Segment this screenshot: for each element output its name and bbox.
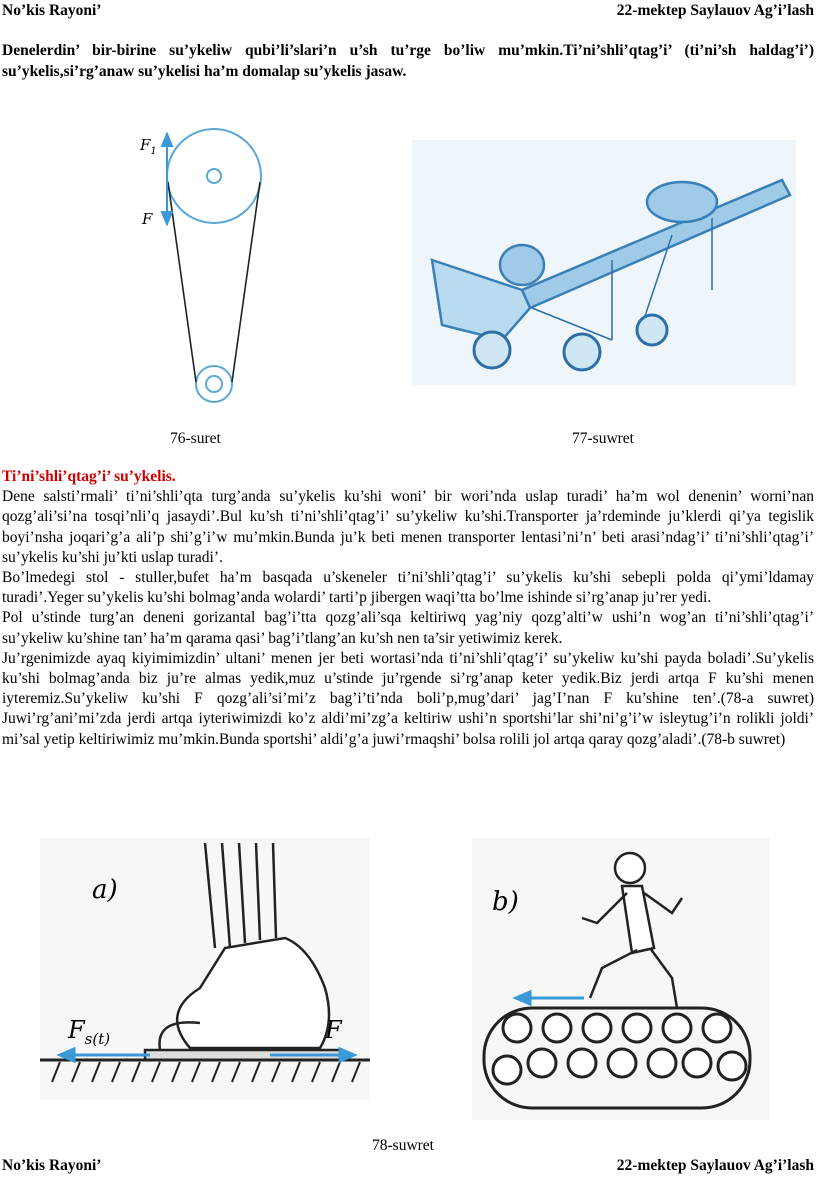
label-fst: $F_{s(t)}$	[68, 1016, 111, 1048]
section-title: Ti’ni’shli’qtag’i’ su’ykelis.	[2, 468, 176, 485]
frame-strut-1	[532, 308, 612, 340]
footer-right-text: 22-mektep Saylauov Ag’i’lash	[616, 1157, 814, 1174]
runner-back-arm	[582, 893, 627, 923]
sock-stripe-5	[273, 843, 276, 938]
wheel-front	[474, 332, 510, 368]
label-f1: $F_1$	[140, 136, 157, 157]
label-a: a)	[92, 875, 118, 905]
runner-back-leg	[590, 950, 637, 998]
label-f-right: F	[325, 1016, 342, 1044]
load-sack-left	[500, 245, 544, 285]
runner-head	[615, 853, 645, 883]
page-header	[2, 2, 814, 24]
header-right-text: 22-mektep Saylauov Ag’i’lash	[616, 2, 814, 19]
caption-78: 78-suwret	[372, 1137, 434, 1154]
upper-pulley-axle	[207, 169, 221, 183]
runner-drawing	[472, 838, 770, 1120]
arrow-f1-head	[162, 134, 172, 146]
sock-stripe-3	[239, 843, 245, 943]
sock-stripe-4	[256, 843, 260, 940]
arrow-f-head	[162, 212, 172, 224]
caption-77: 77-suwret	[572, 430, 634, 447]
label-f: F	[142, 210, 153, 228]
pulley-diagram	[128, 120, 278, 410]
sock-stripe-2	[222, 843, 230, 948]
figure-78a-shoe	[40, 838, 370, 1100]
load-sack-top	[647, 182, 717, 222]
lower-pulley-wheel	[196, 366, 232, 402]
caption-76: 76-suret	[170, 430, 221, 447]
figure-76-pulley	[128, 120, 278, 410]
section-body	[2, 467, 814, 750]
label-b: b)	[492, 887, 519, 917]
wheel-middle	[564, 334, 600, 370]
runner-front-arm	[644, 893, 682, 913]
footer-left-text: No’kis Rayoni’	[2, 1157, 102, 1174]
shoe-drawing	[40, 838, 370, 1100]
sock-stripe-1	[205, 843, 215, 948]
paragraph-4: Ju’rgenimizde ayaq kiyimimizdin’ ultani’ menen jer beti wortasi’nda ti’ni’shli’qtag’i’ su’ykeliw ku’shi payda boladi’.Su’ykelis ku’shi bolmag’anda biz ju’re almas yedik,muz u’stinde ju’rgende si’rg’anap keter yedik.Biz jerdi artqa F ku’shi menen iyteremiz.Su’ykeliw ku’shi F qozg’ali’si’mi’z bag’i’ti’nda boli’p,mug’dari’ jag’I’nan F ku’shine ten’.(78-a suwret) Juwi’rg’ani’mi’zda jerdi artqa iyteriwimizdi ko’z aldi’mi’zg’a keltiriw ushi’n sportshi’lar shi’ni’g’i’w isleytug’i’n rolikli joldi’ mi’sal yetip keltiriwimiz mu’mkin.Bunda sportshi’ aldi’g’a juwi’rmaqshi’ bolsa rolili jol artqa qaray qozg’aladi’.(78-b suwret)	[2, 649, 814, 748]
figure-77-conveyor	[412, 140, 796, 385]
header-left-text: No’kis Rayoni’	[2, 2, 102, 19]
paragraph-3: Pol u’stinde turg’an deneni gorizantal bag’i’tta qozg’ali’sqa keltiriwq yag’niy qozg’alti’w ushi’n wog’an ti’ni’shli’qtag’i’ su’ykeliw ku’shine tan’ ha’m qarama qasi’ bag’i’tlang’an ku’sh nen ta’sir yetiwimiz kerek.	[2, 609, 814, 647]
belt-right-line	[232, 182, 260, 382]
figure-78b-runner	[472, 838, 770, 1120]
paragraph-1: Dene salsti’rmali’ ti’ni’shli’qta turg’anda su’ykelis ku’shi woni’ bir wori’nda uslap turadi’ ha’m wol denenin’ worni’nan qozg’ali’si’na tosqi’nli’q jasaydi’.Bul ku’sh ti’ni’shli’qtag’i’ su’ykeliw ku’shi.Transporter ja’rdeminde ju’klerdi qi’ya tegislik boyi’nsha joqari’g’a ali’p shi’g’i’w mu’mkin.Bunda ju’k beti menen transporter lentasi’ni’n’ beti arasi’ndag’i’ ti’ni’shli’qtag’i’ su’ykelis ku’shi ju’kti uslap turadi’.	[2, 488, 814, 566]
conveyor-drawing	[412, 140, 796, 385]
wheel-back	[637, 315, 667, 345]
upper-pulley-wheel	[167, 129, 261, 223]
arrow-track-head	[516, 992, 530, 1004]
page-footer	[2, 1157, 814, 1179]
intro-paragraph: Denelerdin’ bir-birine su’ykeliw qubi’li’slari’n u’sh tu’rge bo’liw mu’mkin.Ti’ni’shli’qtag’i’ (ti’ni’sh haldag’i’) su’ykelis,si’rg’anaw su’ykelisi ha’m domalap su’ykelis jasaw.	[2, 42, 814, 80]
shoe-upper	[177, 938, 329, 1048]
lower-pulley-axle	[206, 376, 222, 392]
runner-front-leg	[650, 948, 677, 1008]
paragraph-2: Bo’lmedegi stol - stuller,bufet ha’m basqada u’skeneler ti’ni’shli’qtag’i’ su’ykelis ku’shi sebepli polda qi’ymi’ldamay turadi’.Yeger su’ykelis ku’shi bolmag’anda wolardi’ tarti’p jibergen waqi’tta bo’lme ishinde si’rg’anap ju’rer yedi.	[2, 569, 814, 607]
